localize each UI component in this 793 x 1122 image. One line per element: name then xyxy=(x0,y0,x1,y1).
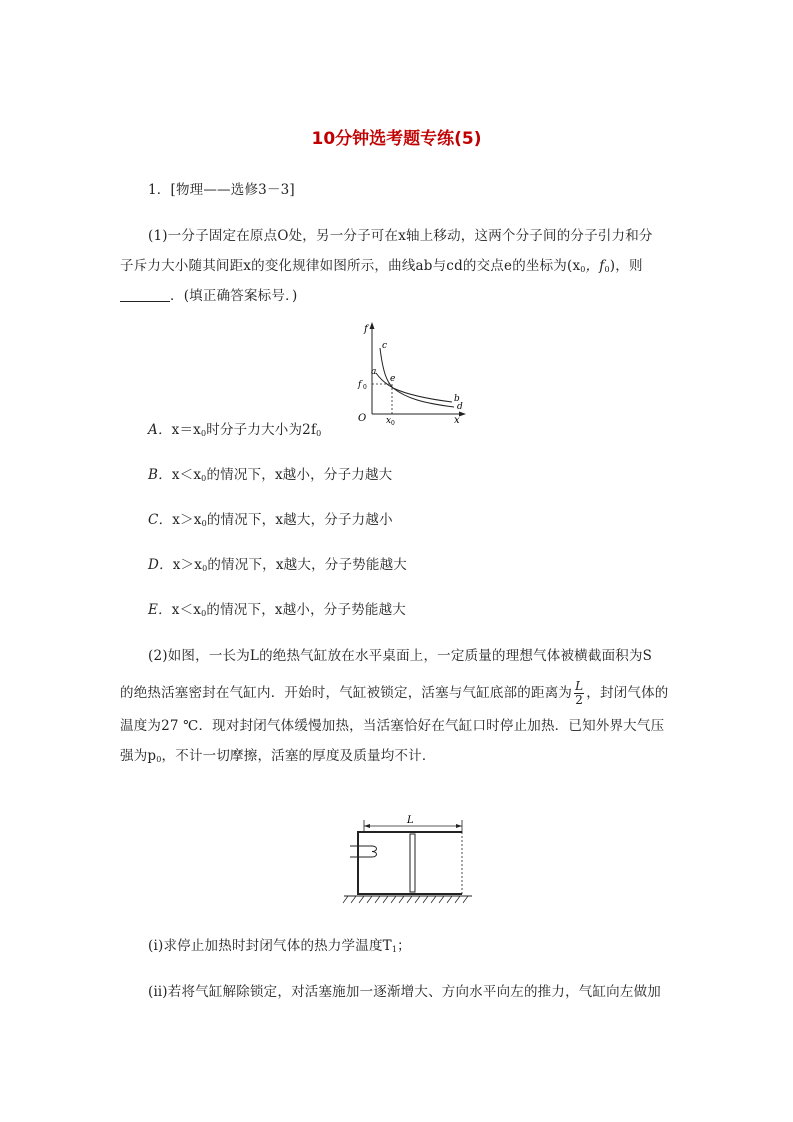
label-x: x xyxy=(454,415,460,426)
option-a: A．$x=x_0$时分子力大小为$2f_0$ xyxy=(148,422,322,438)
heater-coil xyxy=(372,846,377,857)
option-c: C．$x>x_0$的情况下，x越大，分子力越小 xyxy=(148,512,393,528)
label-origin: O xyxy=(358,413,367,424)
curve-ab xyxy=(376,373,452,402)
part1-line3: ．(填正确答案标号．) xyxy=(120,286,297,306)
x-axis-arrow xyxy=(459,412,466,417)
l-dim-arrow-right xyxy=(456,824,462,828)
label-d: d xyxy=(457,402,463,412)
cylinder-figure xyxy=(338,810,478,910)
label-f: f xyxy=(364,324,368,335)
label-b: b xyxy=(454,394,460,404)
part2-line3: 温度为27 ℃．现对封闭气体缓慢加热，当活塞恰好在气缸口时停止加热．已知外界大气压 xyxy=(120,718,665,734)
question-header: 1．[物理——选修3－3] xyxy=(148,182,295,198)
label-a: a xyxy=(371,367,377,377)
option-d: D．$x>x_0$的情况下，x越大，分子势能越大 xyxy=(148,557,407,573)
piston xyxy=(410,834,415,892)
page-title: 10分钟选考题专练(5) xyxy=(311,129,482,149)
part2-line4: 强为$p_0$，不计一切摩擦，活塞的厚度及质量均不计． xyxy=(120,748,436,764)
label-e: e xyxy=(390,374,396,384)
subquestion-i: (ⅰ)求停止加热时封闭气体的热力学温度$T_1$； xyxy=(148,938,411,954)
label-l: L xyxy=(407,815,414,826)
part1-line1: (1)一分子固定在原点O处，另一分子可在x轴上移动，这两个分子间的分子引力和分 xyxy=(148,228,653,244)
subquestion-ii: (ⅱ)若将气缸解除锁定，对活塞施加一逐渐增大、方向水平向左的推力，气缸向左做加 xyxy=(148,984,661,1000)
label-c: c xyxy=(382,341,388,351)
answer-blank xyxy=(120,289,170,302)
fraction-l-over-2: $\frac{L}{2}$ xyxy=(575,679,584,707)
label-x0-sub: 0 xyxy=(391,420,395,427)
table-hatch xyxy=(343,896,468,903)
part1-line2: 子斥力大小随其间距x的变化规律如图所示，曲线ab与cd的交点e的坐标为($x_0$，$f_0$)，则 xyxy=(120,258,643,274)
l-dim-arrow-left xyxy=(364,824,370,828)
f-axis-arrow xyxy=(370,322,375,329)
label-f0-sub: 0 xyxy=(363,384,367,391)
label-x0: x xyxy=(386,416,392,426)
part2-line1: (2)如图，一长为L的绝热气缸放在水平桌面上，一定质量的理想气体被横截面积为S xyxy=(148,648,653,664)
option-b: B．$x<x_0$的情况下，x越小，分子力越大 xyxy=(148,467,393,483)
option-e: E．$x<x_0$的情况下，x越小，分子势能越大 xyxy=(148,602,407,618)
part2-line2: 的绝热活塞密封在气缸内．开始时，气缸被锁定，活塞与气缸底部的距离为 $\frac{L}{2}$ ，封闭气体的 xyxy=(120,679,669,707)
label-f0: f xyxy=(358,380,362,390)
force-distance-figure xyxy=(350,318,480,428)
